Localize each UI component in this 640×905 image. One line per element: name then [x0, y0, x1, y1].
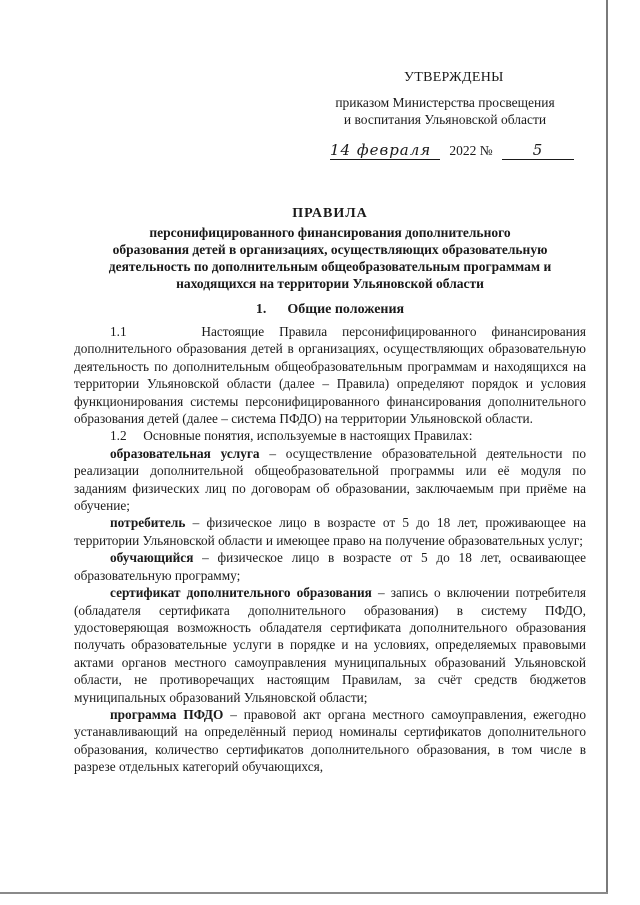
- title-main: ПРАВИЛА: [292, 206, 368, 221]
- definition-educational-service: [74, 445, 586, 515]
- term: обучающийся: [110, 550, 194, 566]
- term: образовательная услуга: [110, 445, 260, 461]
- definition-consumer: [74, 514, 586, 549]
- definition: – осуществление образовательной деятельности по реализации дополнительной общеобразовательной программы или её модуля по заданиям физических лиц по договорам об образовании, заключаемым при приёме на обучение;: [74, 445, 586, 514]
- date-field: [330, 141, 440, 160]
- order-line-2: и воспитания Ульяновской области: [343, 112, 547, 127]
- title-line-3: деятельность по дополнительным общеобразовательным программам и: [108, 259, 552, 274]
- order-date-line: [330, 141, 575, 160]
- title-line-1: персонифицированного финансирования дополнительного: [149, 225, 511, 240]
- title-line-4: находящихся на территории Ульяновской области: [176, 276, 484, 291]
- term: сертификат дополнительного образования: [110, 585, 372, 601]
- handwritten-date: 14 февраля: [330, 141, 432, 159]
- definition-student: [74, 549, 586, 584]
- year-number-label: 2022 №: [449, 143, 493, 158]
- definition: – физическое лицо в возрасте от 5 до 18 лет, осваивающее образовательную программу;: [74, 550, 586, 583]
- definition-certificate: [74, 584, 586, 706]
- definition: – правовой акт органа местного самоуправления, ежегодно устанавливающий на определённый период номиналы сертификатов дополнительного образования, количество сертификатов дополнительного образования, в том числе в разрезе отдельных категорий обучающихся,: [74, 706, 586, 775]
- term: потребитель: [110, 515, 186, 531]
- document-title: [70, 206, 590, 292]
- title-line-2: образования детей в организациях, осуществляющих образовательную: [112, 242, 548, 257]
- definition-pfdo-program: [74, 706, 586, 776]
- approval-header: [300, 70, 590, 159]
- approval-stamp-title: УТВЕРЖДЕНЫ: [404, 70, 504, 85]
- order-line-1: приказом Министерства просвещения: [335, 95, 555, 110]
- term: программа ПФДО: [110, 706, 224, 722]
- paragraph-1-1: 1.1 Настоящие Правила персонифицированного финансирования дополнительного образования детей в организациях, осуществляющих образовательную деятельность по дополнительным общеобразовательным программам и находящихся на территории Ульяновской области (далее – Правила) определяют порядок и условия функционирования системы персонифицированного финансирования дополнительного образования детей (далее – система ПФДО) на территории Ульяновской области.: [74, 324, 590, 427]
- page-edge-bottom: [0, 892, 608, 894]
- page-edge-right: [606, 0, 608, 893]
- paragraph-1-2: 1.2 Основные понятия, используемые в настоящих Правилах:: [110, 428, 473, 444]
- definition: – запись о включении потребителя (обладателя сертификата дополнительного образования) в систему ПФДО, удостоверяющая возможность обладателя сертификата дополнительного образования получать образовательные услуги в порядке и на условиях, определяемых правовыми актами органов местного самоуправления муниципальных образований Ульяновской области, не противоречащих настоящим Правилам, за счёт средств бюджетов муниципальных образований Ульяновской области;: [74, 585, 586, 705]
- definition: – физическое лицо в возрасте от 5 до 18 лет, проживающее на территории Ульяновской области и имеющее право на получение образовательных услуг;: [74, 515, 586, 548]
- document-body: [74, 323, 590, 776]
- number-field: [502, 141, 574, 160]
- section-heading: 1. Общие положения: [255, 302, 405, 317]
- handwritten-number: 5: [532, 141, 544, 159]
